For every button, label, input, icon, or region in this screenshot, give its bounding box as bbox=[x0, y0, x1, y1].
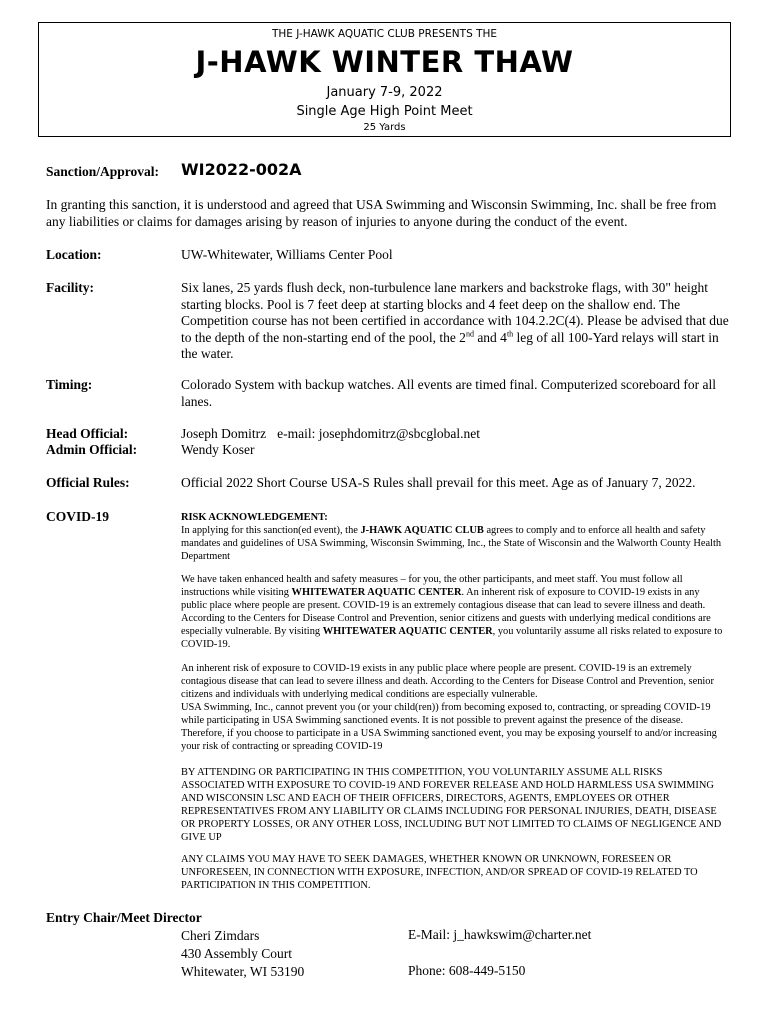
facility-text-2: . Please be advised that due to the depth of the non-starting end of the pool, the 2 bbox=[181, 313, 729, 345]
facility-label: Facility: bbox=[46, 280, 94, 295]
admin-official-label: Admin Official: bbox=[46, 442, 138, 457]
covid-block bbox=[181, 511, 726, 563]
presents-line: THE J-HAWK AQUATIC CLUB PRESENTS THE bbox=[271, 28, 498, 40]
covid-label: COVID-19 bbox=[46, 509, 109, 524]
head-official-label: Head Official: bbox=[46, 426, 129, 441]
meet-title: J-HAWK WINTER THAW bbox=[195, 45, 574, 79]
covid-venue-1: WHITEWATER AQUATIC CENTER bbox=[291, 587, 462, 598]
entry-name: Cheri Zimdars bbox=[181, 928, 260, 943]
facility-sup-2: th bbox=[506, 329, 514, 338]
meet-subtitle: Single Age High Point Meet bbox=[296, 104, 473, 119]
location-label: Location: bbox=[46, 247, 102, 262]
covid-heading: RISK ACKNOWLEDGEMENT: bbox=[181, 512, 328, 523]
covid-para-4: USA Swimming, Inc., cannot prevent you (or your child(ren)) from becoming exposed to, contracting, or spreading COVID-19 while participating in USA Swimming sanctioned events. It is not possible to prevent against the presence of the disease. Therefore, if you choose to participate in a USA Swimming sanctioned event, you may be exposing yourself to and/or increasing your risk of contracting or spreading COVID-19 bbox=[181, 702, 717, 752]
facility-sup-1: nd bbox=[465, 329, 474, 338]
location-value: UW-Whitewater, Williams Center Pool bbox=[181, 247, 393, 262]
facility-text-3: and 4 bbox=[473, 329, 507, 345]
head-official-value bbox=[181, 426, 729, 443]
entry-street: 430 Assembly Court bbox=[181, 946, 293, 961]
facility-text-1: Six lanes, 25 yards flush deck, non-turbulence lane markers and backstroke flags, with 30" height starting blocks. Pool is 7 feet deep at starting blocks and 4 feet deep on the shallow end. The Competition course has not been certified in accordance with 104.2.2C(4) bbox=[181, 280, 708, 328]
entry-city: Whitewater, WI 53190 bbox=[181, 964, 305, 979]
meet-header-box bbox=[38, 22, 731, 137]
sanction-code: WI2022-002A bbox=[181, 160, 302, 179]
entry-chair-label: Entry Chair/Meet Director bbox=[46, 910, 202, 925]
meet-dates: January 7-9, 2022 bbox=[326, 85, 443, 100]
entry-email: E-Mail: j_hawkswim@charter.net bbox=[408, 927, 592, 942]
covid-club-name: J-HAWK AQUATIC CLUB bbox=[360, 525, 484, 536]
covid-p2-text-c: , you voluntarily assume all risks related to exposure to COVID-19. bbox=[181, 626, 723, 650]
entry-address bbox=[181, 927, 304, 981]
covid-p2-text-a: We have taken enhanced health and safety measures – for you, the other participants, and meet staff. You must follow all instructions while visiting bbox=[181, 574, 683, 598]
covid-venue-2: WHITEWATER AQUATIC CENTER bbox=[322, 626, 493, 637]
covid-p2-text-b: . An inherent risk of exposure to COVID-19 exists in any public place where people are present. COVID-19 is an extremely contagious disease that can lead to severe illness and death. According to the Centers for Disease Control and Prevention, senior citizens and guests with underlying medical conditions are especially vulnerable. By visiting bbox=[181, 587, 711, 637]
covid-para-5: BY ATTENDING OR PARTICIPATING IN THIS COMPETITION, YOU VOLUNTARILY ASSUME ALL RISKS ASSOCIATED WITH EXPOSURE TO COVID-19 AND FOREVER RELEASE AND HOLD HARMLESS USA SWIMMING AND WISCONSIN LSC AND EACH OF THEIR OFFICERS, DIRECTORS, AGENTS, EMPLOYEES OR OTHER REPRESENTATIVES FROM ANY LIABILITY OR CLAIMS INCLUDING FOR PERSONAL INJURIES, DEATH, DISEASE OR PROPERTY LOSSES, OR ANY OTHER LOSS, INCLUDING BUT NOT LIMITED TO CLAIMS OF NEGLIGENCE AND GIVE UP bbox=[181, 767, 722, 843]
covid-para-2 bbox=[181, 573, 726, 651]
covid-para-3: An inherent risk of exposure to COVID-19 exists in any public place where people are present. COVID-19 is an extremely contagious disease that can lead to severe illness and death. According to the Centers for Disease Control and Prevention, senior citizens and individuals with underlying medical conditions are especially vulnerable. bbox=[181, 663, 714, 700]
covid-p1-text-b: agrees to comply and to enforce all health and safety mandates and guidelines of USA Swimming, Wisconsin Swimming, Inc., the State of Wisconsin and the Walworth County Health Department bbox=[181, 525, 722, 562]
sanction-text: In granting this sanction, it is understood and agreed that USA Swimming and Wisconsin Swimming, Inc. shall be free from any liabilities or claims for damages arising by reason of injuries to anyone during the conduct of the event. bbox=[46, 197, 717, 229]
covid-para-6: ANY CLAIMS YOU MAY HAVE TO SEEK DAMAGES, WHETHER KNOWN OR UNKNOWN, FORESEEN OR UNFORESEEN, IN CONNECTION WITH EXPOSURE, INFECTION, AND/OR SPREAD OF COVID-19 RELATED TO PARTICIPATION IN THIS COMPETITION. bbox=[181, 854, 698, 891]
timing-label: Timing: bbox=[46, 377, 93, 392]
covid-para-1 bbox=[181, 524, 726, 563]
rules-value: Official 2022 Short Course USA-S Rules shall prevail for this meet. Age as of January 7, 2022. bbox=[181, 475, 696, 490]
covid-p1-text-a: In applying for this sanction(ed event), the bbox=[181, 525, 361, 536]
facility-value bbox=[181, 280, 729, 363]
sanction-label: Sanction/Approval: bbox=[46, 164, 160, 179]
facility-text-4: leg of all 100-Yard relays will start in the water. bbox=[181, 329, 719, 361]
admin-official-name: Wendy Koser bbox=[181, 442, 255, 457]
meet-course: 25 Yards bbox=[363, 122, 406, 133]
rules-label: Official Rules: bbox=[46, 475, 130, 490]
entry-phone: Phone: 608-449-5150 bbox=[408, 963, 526, 978]
timing-value: Colorado System with backup watches. All events are timed final. Computerized scoreboard for all lanes. bbox=[181, 377, 716, 409]
head-official-name: Joseph Domitrz bbox=[181, 426, 267, 441]
head-official-email: e-mail: josephdomitrz@sbcglobal.net bbox=[277, 426, 481, 441]
